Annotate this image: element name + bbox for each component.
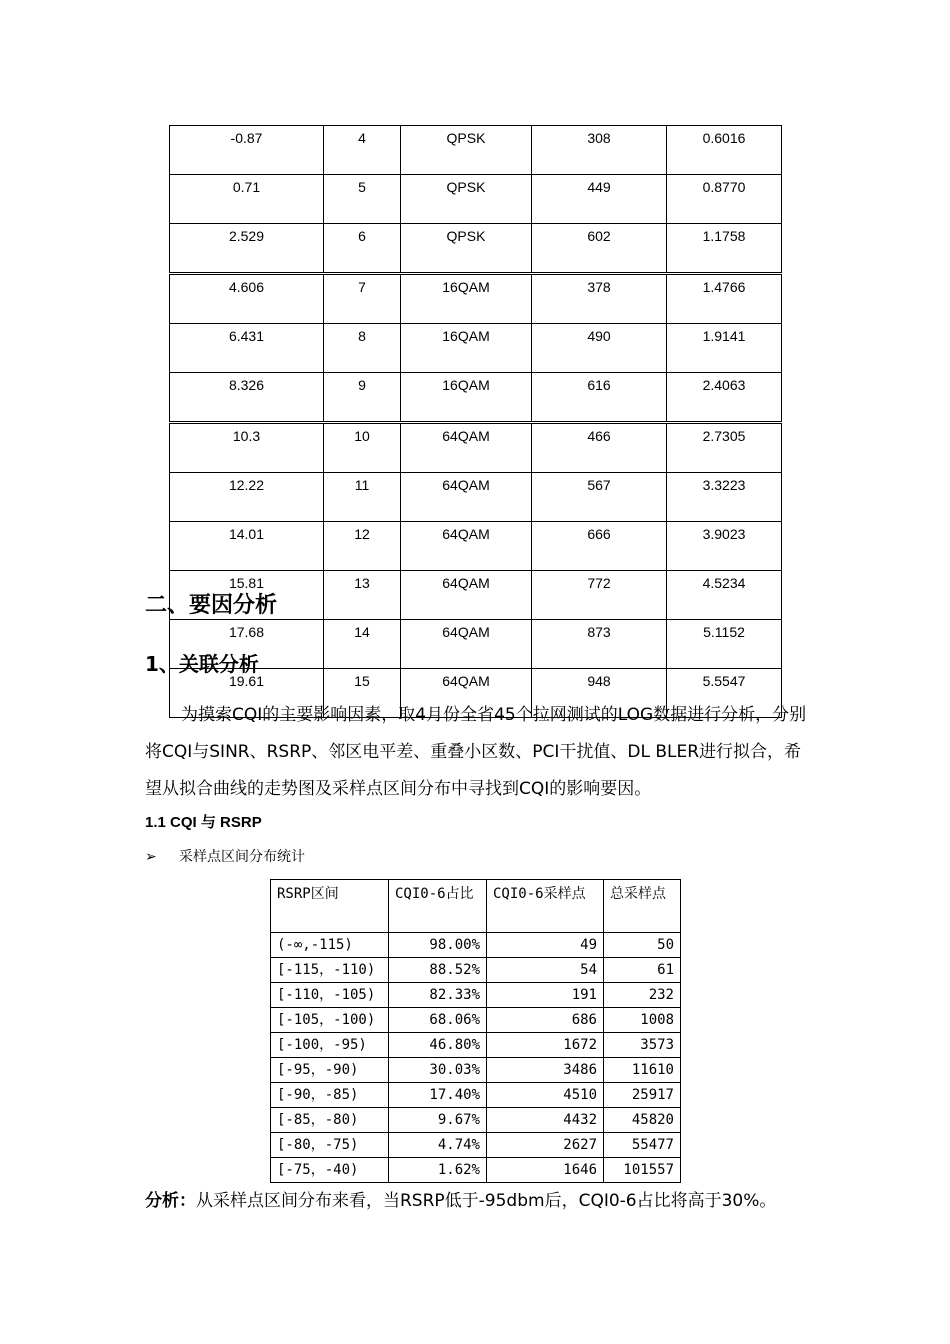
bullet-text: 采样点区间分布统计 (179, 849, 305, 865)
table-cell: 55477 (604, 1133, 681, 1158)
table-cell: 2.529 (170, 224, 324, 274)
table-cell: 2.7305 (667, 423, 782, 473)
table-cell: 772 (532, 571, 667, 620)
table-cell: 378 (532, 274, 667, 324)
table-header-cell: 总采样点 (604, 880, 681, 933)
cqi-mapping-table (169, 125, 782, 718)
table-cell: QPSK (401, 175, 532, 224)
table-cell: 8.326 (170, 373, 324, 423)
bullet-item (145, 846, 305, 866)
table-cell: 0.6016 (667, 126, 782, 175)
table-cell: 15.81 (170, 571, 324, 620)
table-cell: 64QAM (401, 473, 532, 522)
table-cell: 101557 (604, 1158, 681, 1183)
table-cell: 8 (324, 324, 401, 373)
table-cell: [-115，-110) (271, 958, 389, 983)
table-row (271, 1008, 681, 1033)
table-cell: 64QAM (401, 620, 532, 669)
table-cell: 30.03% (389, 1058, 487, 1083)
table-cell: 308 (532, 126, 667, 175)
table-cell: 5.5547 (667, 669, 782, 718)
table-row (271, 1058, 681, 1083)
table-row (170, 324, 782, 373)
table-row (170, 274, 782, 324)
table-cell: 191 (487, 983, 604, 1008)
table-row (170, 522, 782, 571)
section-title: 二、要因分析 (145, 593, 278, 618)
table-cell: 3.3223 (667, 473, 782, 522)
table-cell: 3573 (604, 1033, 681, 1058)
rsrp-distribution-table (270, 879, 681, 1183)
table-cell: 45820 (604, 1108, 681, 1133)
table-row (271, 958, 681, 983)
table-cell: 466 (532, 423, 667, 473)
table-cell: 12.22 (170, 473, 324, 522)
table-cell: 16QAM (401, 274, 532, 324)
table-header-cell: CQI0-6采样点 (487, 880, 604, 933)
table-row (170, 224, 782, 274)
table-cell: 11610 (604, 1058, 681, 1083)
table-row (170, 126, 782, 175)
table-cell: (-∞,-115) (271, 933, 389, 958)
table-header-cell: RSRP区间 (271, 880, 389, 933)
table-cell: [-90，-85) (271, 1083, 389, 1108)
table-cell: 0.71 (170, 175, 324, 224)
table-row (271, 983, 681, 1008)
table-cell: 25917 (604, 1083, 681, 1108)
table-cell: 5 (324, 175, 401, 224)
subsubsection-title: 1.1 CQI 与 RSRP (145, 814, 262, 831)
table-cell: 15 (324, 669, 401, 718)
table-cell: 873 (532, 620, 667, 669)
table-cell: 12 (324, 522, 401, 571)
table-cell: 3486 (487, 1058, 604, 1083)
table-cell: 50 (604, 933, 681, 958)
table-cell: 3.9023 (667, 522, 782, 571)
table-cell: [-95，-90) (271, 1058, 389, 1083)
table-header-cell: CQI0-6占比 (389, 880, 487, 933)
table-cell: 14 (324, 620, 401, 669)
table-cell: 16QAM (401, 324, 532, 373)
table-cell: 13 (324, 571, 401, 620)
table-header-row (271, 880, 681, 933)
table-cell: 64QAM (401, 522, 532, 571)
table-cell: 88.52% (389, 958, 487, 983)
table-cell: 2627 (487, 1133, 604, 1158)
table-row (271, 933, 681, 958)
table-cell: 49 (487, 933, 604, 958)
table-cell: 1008 (604, 1008, 681, 1033)
table-cell: 6.431 (170, 324, 324, 373)
table-cell: 616 (532, 373, 667, 423)
table-cell: 4510 (487, 1083, 604, 1108)
body-paragraph: 为摸索CQI的主要影响因素，取4月份全省45个拉网测试的LOG数据进行分析，分别将CQI与SINR、RSRP、邻区电平差、重叠小区数、PCI干扰值、DL BLER进行拟合，希望从拟合曲线的走势图及采样点区间分布中寻找到CQI的影响要因。 (145, 705, 807, 799)
table-cell: 948 (532, 669, 667, 718)
table-cell: 4 (324, 126, 401, 175)
analysis-label: 分析： (145, 1191, 196, 1211)
table-cell: 4.5234 (667, 571, 782, 620)
table-cell: 82.33% (389, 983, 487, 1008)
table-row (170, 175, 782, 224)
table-cell: 11 (324, 473, 401, 522)
table-cell: QPSK (401, 224, 532, 274)
table-cell: 1.62% (389, 1158, 487, 1183)
table-row (170, 373, 782, 423)
table-cell: 232 (604, 983, 681, 1008)
table-row (271, 1133, 681, 1158)
table-cell: 54 (487, 958, 604, 983)
table-cell: 1672 (487, 1033, 604, 1058)
table-row (170, 473, 782, 522)
analysis-text (145, 1186, 776, 1211)
table-row (170, 423, 782, 473)
table-cell: [-85，-80) (271, 1108, 389, 1133)
table-cell: 4.74% (389, 1133, 487, 1158)
table-cell: 1.4766 (667, 274, 782, 324)
table-cell: 68.06% (389, 1008, 487, 1033)
table-cell: 19.61 (170, 669, 324, 718)
table-cell: 46.80% (389, 1033, 487, 1058)
table-cell: 7 (324, 274, 401, 324)
table-cell: -0.87 (170, 126, 324, 175)
table-row (271, 1033, 681, 1058)
table-cell: 602 (532, 224, 667, 274)
table-cell: 4432 (487, 1108, 604, 1133)
table-cell: 2.4063 (667, 373, 782, 423)
table-row (271, 1158, 681, 1183)
table-cell: [-110，-105) (271, 983, 389, 1008)
table-row (170, 620, 782, 669)
table-cell: 16QAM (401, 373, 532, 423)
table-cell: 61 (604, 958, 681, 983)
table-cell: 17.40% (389, 1083, 487, 1108)
table-cell: [-75，-40) (271, 1158, 389, 1183)
table-row (271, 1083, 681, 1108)
table-cell: 98.00% (389, 933, 487, 958)
table-cell: 5.1152 (667, 620, 782, 669)
table-cell: 6 (324, 224, 401, 274)
table-cell: 64QAM (401, 571, 532, 620)
table-cell: 490 (532, 324, 667, 373)
table-cell: [-105，-100) (271, 1008, 389, 1033)
table-cell: 449 (532, 175, 667, 224)
arrow-bullet-icon: ➢ (145, 849, 157, 865)
analysis-body: 从采样点区间分布来看，当RSRP低于-95dbm后，CQI0-6占比将高于30%。 (196, 1191, 777, 1211)
table-cell: [-100，-95) (271, 1033, 389, 1058)
table-cell: [-80，-75) (271, 1133, 389, 1158)
table-cell: 64QAM (401, 423, 532, 473)
table-cell: 17.68 (170, 620, 324, 669)
table-cell: 666 (532, 522, 667, 571)
table-row (271, 1108, 681, 1133)
table-cell: 0.8770 (667, 175, 782, 224)
table-cell: 10.3 (170, 423, 324, 473)
table-cell: 9.67% (389, 1108, 487, 1133)
subsection-title: 1、关联分析 (145, 652, 259, 676)
table-cell: 686 (487, 1008, 604, 1033)
table-cell: 10 (324, 423, 401, 473)
table-cell: 4.606 (170, 274, 324, 324)
table-cell: 14.01 (170, 522, 324, 571)
table-cell: 1646 (487, 1158, 604, 1183)
table-cell: 9 (324, 373, 401, 423)
table-cell: 567 (532, 473, 667, 522)
table-cell: 1.1758 (667, 224, 782, 274)
table-cell: 1.9141 (667, 324, 782, 373)
table-cell: 64QAM (401, 669, 532, 718)
table-cell: QPSK (401, 126, 532, 175)
